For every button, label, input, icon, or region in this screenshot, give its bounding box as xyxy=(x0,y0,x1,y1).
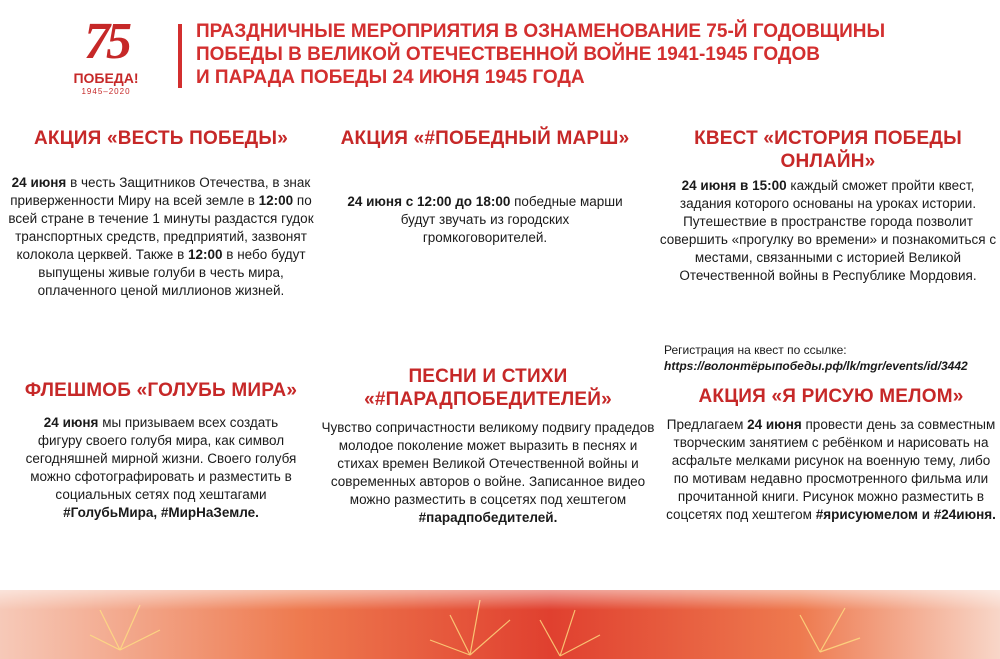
section-text: Предлагаем 24 июня провести день за совместным творческим занятием с ребёнком и нарисовать на асфальте мелками рисунок на военную тему, либо по мотивам недавно просмотренного фильма или прочитанной книги. Рисунок можно разместить в соцсетях под хештегом #ярисуюмелом и #24июня. xyxy=(666,417,996,522)
section-text: 24 июня с 12:00 до 18:00 победные марши будут звучать из городских громкоговорителей. xyxy=(347,194,623,245)
fireworks-fade xyxy=(0,570,1000,610)
page-title-line: ПРАЗДНИЧНЫЕ МЕРОПРИЯТИЯ В ОЗНАМЕНОВАНИЕ 75-Й ГОДОВЩИНЫ xyxy=(196,21,886,42)
section-text: 24 июня мы призываем всех создать фигуру своего голубя мира, как символ сегодняшней мирной жизни. Своего голубя можно сфотографировать и разместить в социальных сетях под хештагами #ГолубьМира, #МирНаЗемле. xyxy=(25,415,297,520)
header-accent-bar xyxy=(178,24,182,88)
section-title: АКЦИЯ «ВЕСТЬ ПОБЕДЫ» xyxy=(33,128,288,149)
section-vest-pobedy xyxy=(2,127,320,300)
section-title: АКЦИЯ «#ПОБЕДНЫЙ МАРШ» xyxy=(340,128,630,149)
page-title-line: И ПАРАДА ПОБЕДЫ 24 ИЮНЯ 1945 ГОДА xyxy=(196,67,585,88)
victory-75-logo xyxy=(60,13,152,100)
quest-registration xyxy=(664,342,994,374)
section-text: 24 июня в честь Защитников Отечества, в знак приверженности Миру на всей земле в 12:00 по всей стране в течение 1 минуты раздастся гудок транспортных средств, предприятий, зазвонят колокола церквей. Также в 12:00 в небо будут выпущены живые голуби в честь мира, оплаченного ценой миллионов жизней. xyxy=(8,175,314,298)
section-golub-mira xyxy=(2,379,320,522)
page-title-line: ПОБЕДЫ В ВЕЛИКОЙ ОТЕЧЕСТВЕННОЙ ВОЙНЕ 1941-1945 ГОДОВ xyxy=(196,44,820,65)
page-title xyxy=(196,20,996,89)
section-title: КВЕСТ «ИСТОРИЯ ПОБЕДЫ ОНЛАЙН» xyxy=(694,128,962,172)
section-text: 24 июня в 15:00 каждый сможет пройти квест, задания которого основаны на уроках истории. Путешествие в пространстве города позволит совершить «прогулку во времени» и познакомиться с местами, связанными с историей Великой Отечественной войны в Республике Мордовия. xyxy=(659,178,997,283)
section-ya-risuyu-melom xyxy=(662,385,1000,524)
logo-number: 75 xyxy=(84,13,128,70)
section-pobedny-marsh xyxy=(318,127,652,247)
registration-link[interactable]: https://волонтёрыпобеды.рф/lk/mgr/events/id/3442 xyxy=(664,359,968,373)
section-title: ПЕСНИ И СТИХИ «#ПАРАДПОБЕДИТЕЛЕЙ» xyxy=(364,366,612,410)
section-title: АКЦИЯ «Я РИСУЮ МЕЛОМ» xyxy=(698,386,964,407)
section-title: ФЛЕШМОБ «ГОЛУБЬ МИРА» xyxy=(24,380,298,401)
logo-years: 1945–2020 xyxy=(81,87,131,96)
logo-word: ПОБЕДА! xyxy=(73,70,139,86)
registration-label: Регистрация на квест по ссылке: xyxy=(664,343,847,357)
section-pesni-i-stihi xyxy=(318,365,658,527)
section-text: Чувство сопричастности великому подвигу прадедов молодое поколение может выразить в песнях и стихах времен Великой Отечественной войны и современных авторов о войне. Записанное видео можно разместить в соцсетях под хештегом #парадпобедителей. xyxy=(321,420,655,525)
section-kvest xyxy=(656,127,1000,285)
